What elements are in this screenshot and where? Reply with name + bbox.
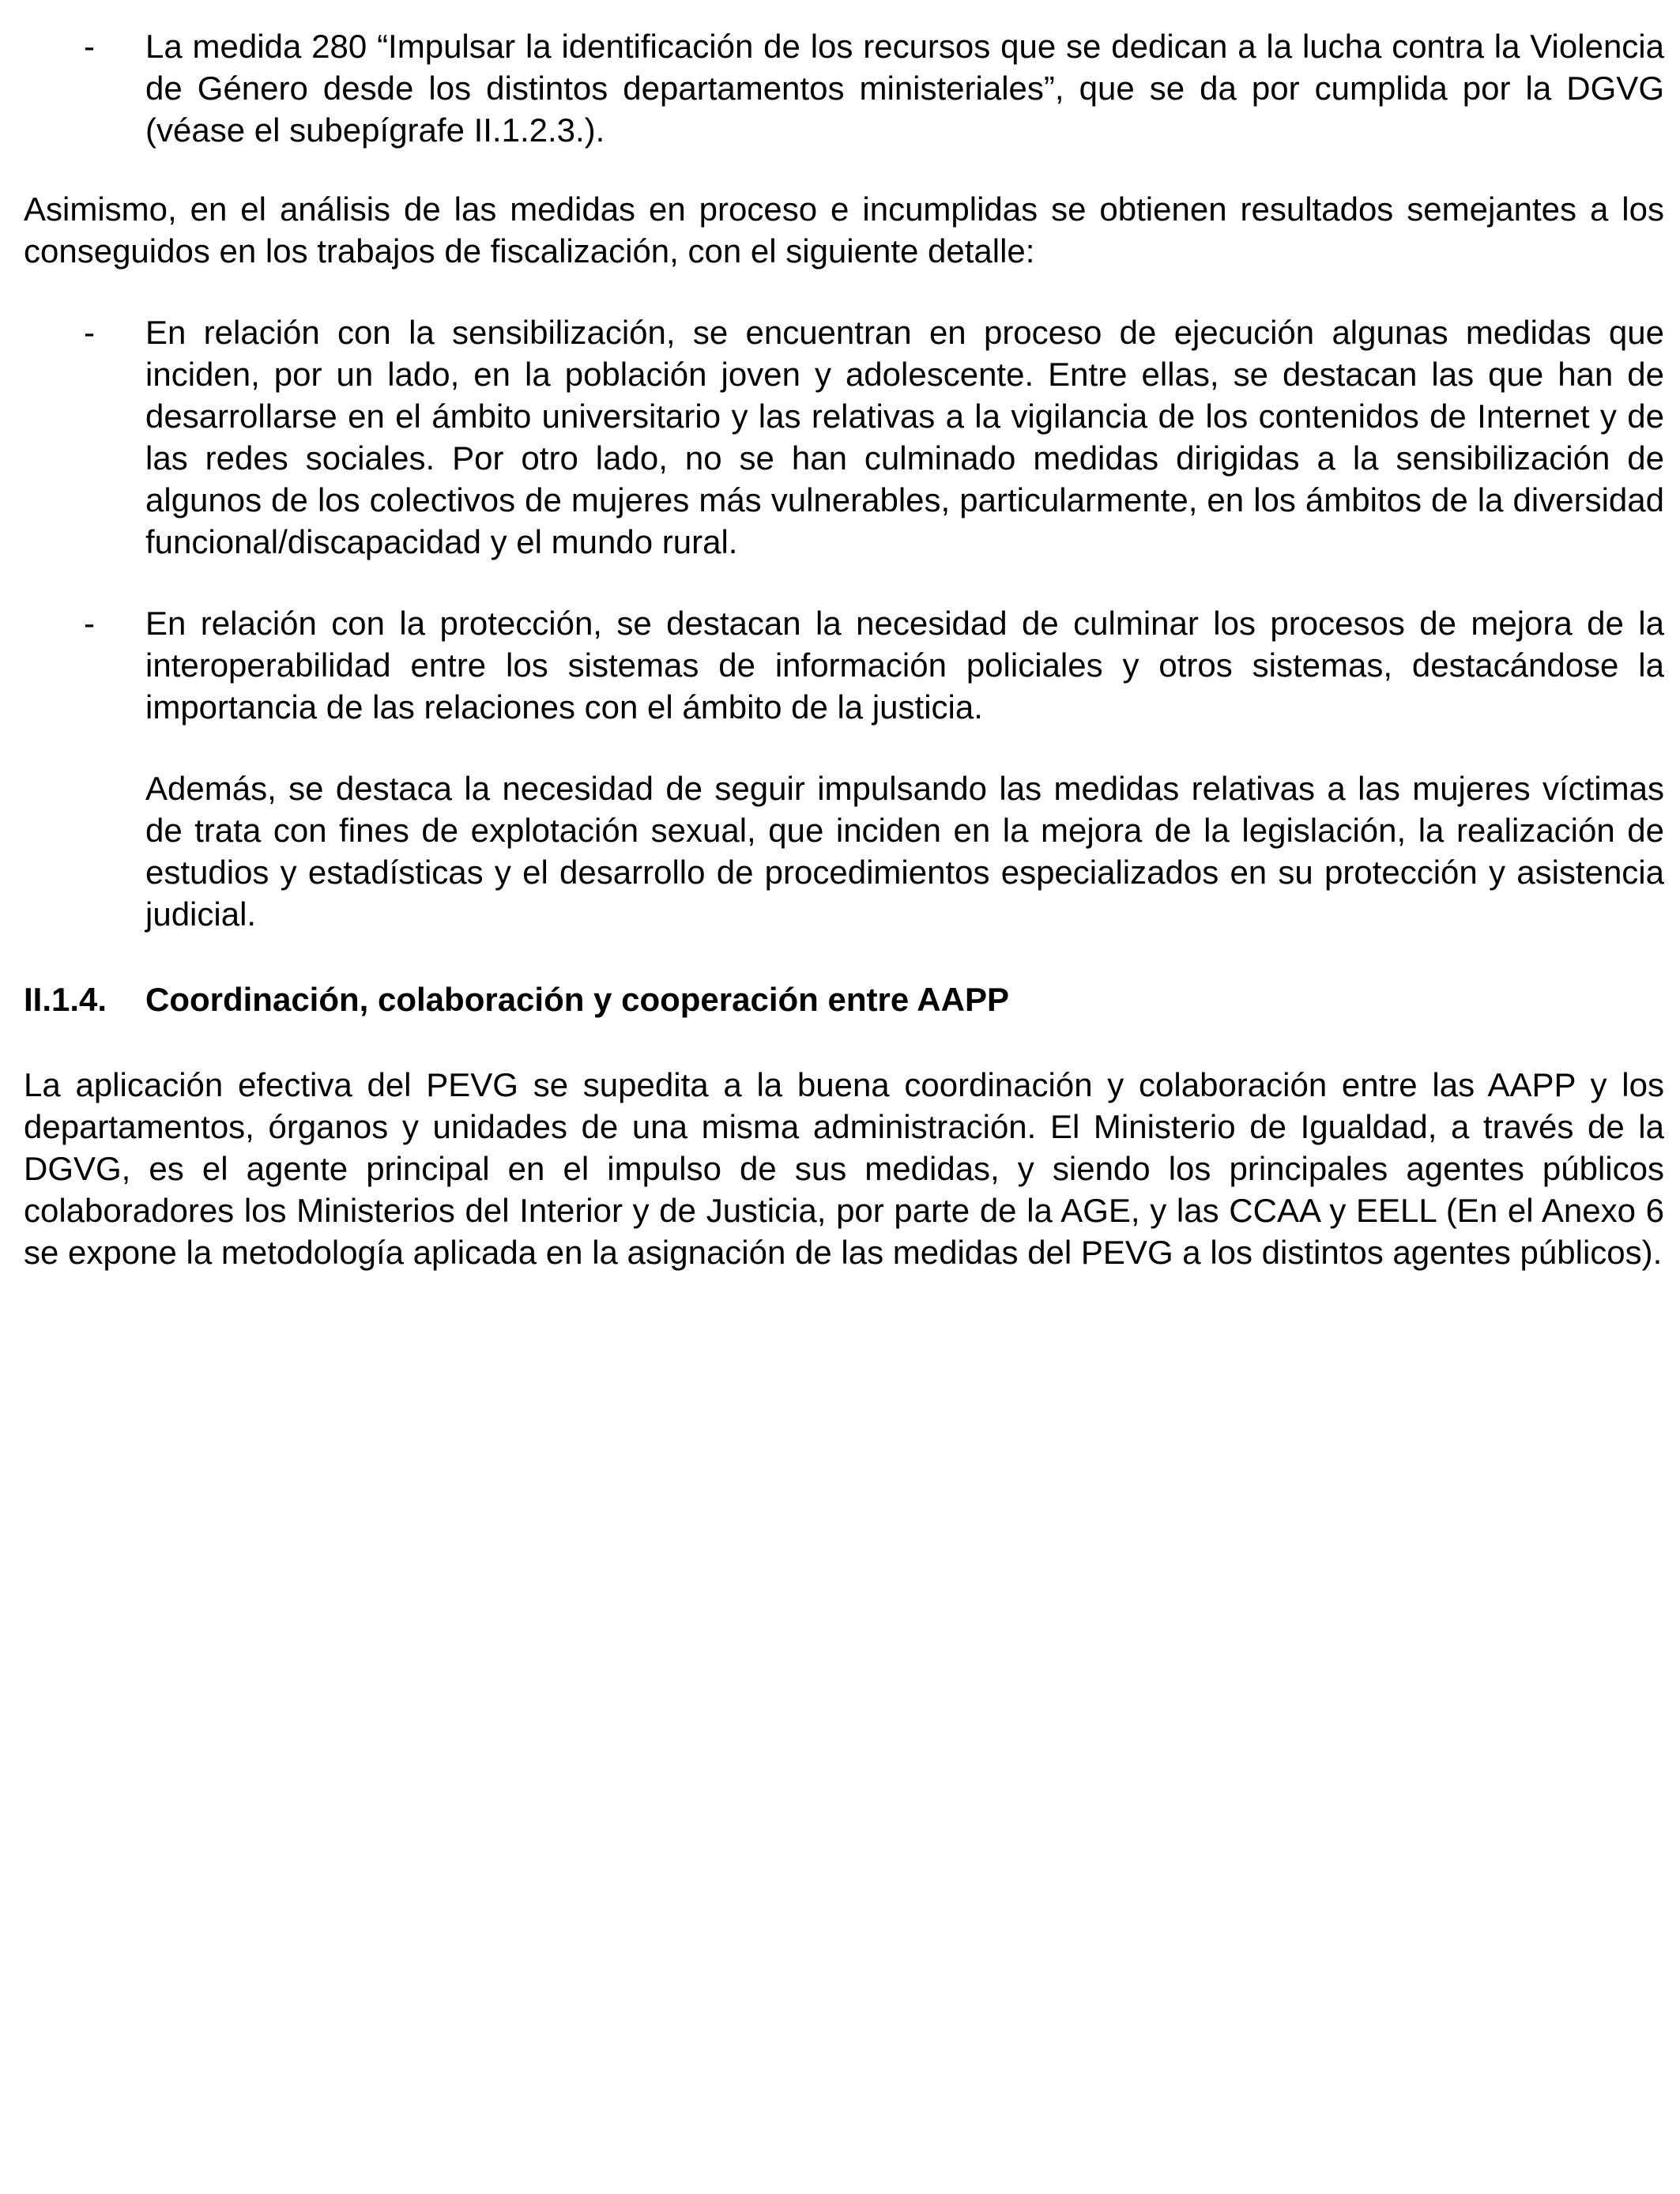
spacer [145, 728, 1664, 767]
bullet-text: En relación con la sensibilización, se encuentran en proceso de ejecución algunas medidas que inciden, por un lado, en la población joven y adolescente. Entre ellas, se destacan las que han de desarrollarse en el ámbito universitario y las relativas a la vigilancia de los contenidos de Internet y de las redes sociales. Por otro lado, no se han culminado medidas dirigidas a la sensibilización de algunos de los colectivos de mujeres más vulnerables, particularmente, en los ámbitos de la diversidad funcional/discapacidad y el mundo rural. [145, 314, 1664, 560]
bullet-text: La medida 280 “Impulsar la identificación de los recursos que se dedican a la lucha contra la Violencia de Género desde los distintos departamentos ministeriales”, que se da por cumplida por la DGVG (véase el subepígrafe II.1.2.3.). [145, 28, 1664, 149]
bullet-body [145, 311, 1664, 563]
bullet-item-sensibilizacion [24, 311, 1664, 563]
bullet-dash: - [84, 605, 95, 642]
spacer [24, 151, 1664, 188]
spacer [24, 563, 1664, 602]
bullet-body [145, 602, 1664, 935]
bullet-dash: - [84, 28, 95, 65]
bullet-body [145, 25, 1664, 151]
bullet-item-measure-280 [24, 25, 1664, 151]
spacer [24, 272, 1664, 311]
bullet-text: En relación con la protección, se destacan la necesidad de culminar los procesos de mejora de la interoperabilidad entre los sistemas de información policiales y otros sistemas, destacándose la importancia de las relaciones con el ámbito de la justicia. [145, 605, 1664, 726]
bullet-continuation-text: Además, se destaca la necesidad de seguir impulsando las medidas relativas a las mujeres víctimas de trata con fines de explotación sexual, que inciden en la mejora de la legislación, la realización de estudios y estadísticas y el desarrollo de procedimientos especializados en su protección y asistencia judicial. [145, 770, 1664, 933]
document-page [24, 25, 1664, 1273]
section-number: II.1.4. [24, 981, 107, 1018]
paragraph-coordination: La aplicación efectiva del PEVG se supedita a la buena coordinación y colaboración entre las AAPP y los departamentos, órganos y unidades de una misma administración. El Ministerio de Igualdad, a través de la DGVG, es el agente principal en el impulso de sus medidas, y siendo los principales agentes públicos colaboradores los Ministerios del Interior y de Justicia, por parte de la AGE, y las CCAA y EELL (En el Anexo 6 se expone la metodología aplicada en la asignación de las medidas del PEVG a los distintos agentes públicos). [24, 1066, 1664, 1271]
section-heading [24, 978, 1664, 1020]
spacer [24, 1020, 1664, 1064]
section-title: Coordinación, colaboración y cooperación entre AAPP [145, 981, 1009, 1018]
spacer [24, 935, 1664, 978]
bullet-item-proteccion [24, 602, 1664, 935]
bullet-dash: - [84, 314, 95, 351]
paragraph-analysis: Asimismo, en el análisis de las medidas en proceso e incumplidas se obtienen resultados semejantes a los conseguidos en los trabajos de fiscalización, con el siguiente detalle: [24, 190, 1664, 270]
